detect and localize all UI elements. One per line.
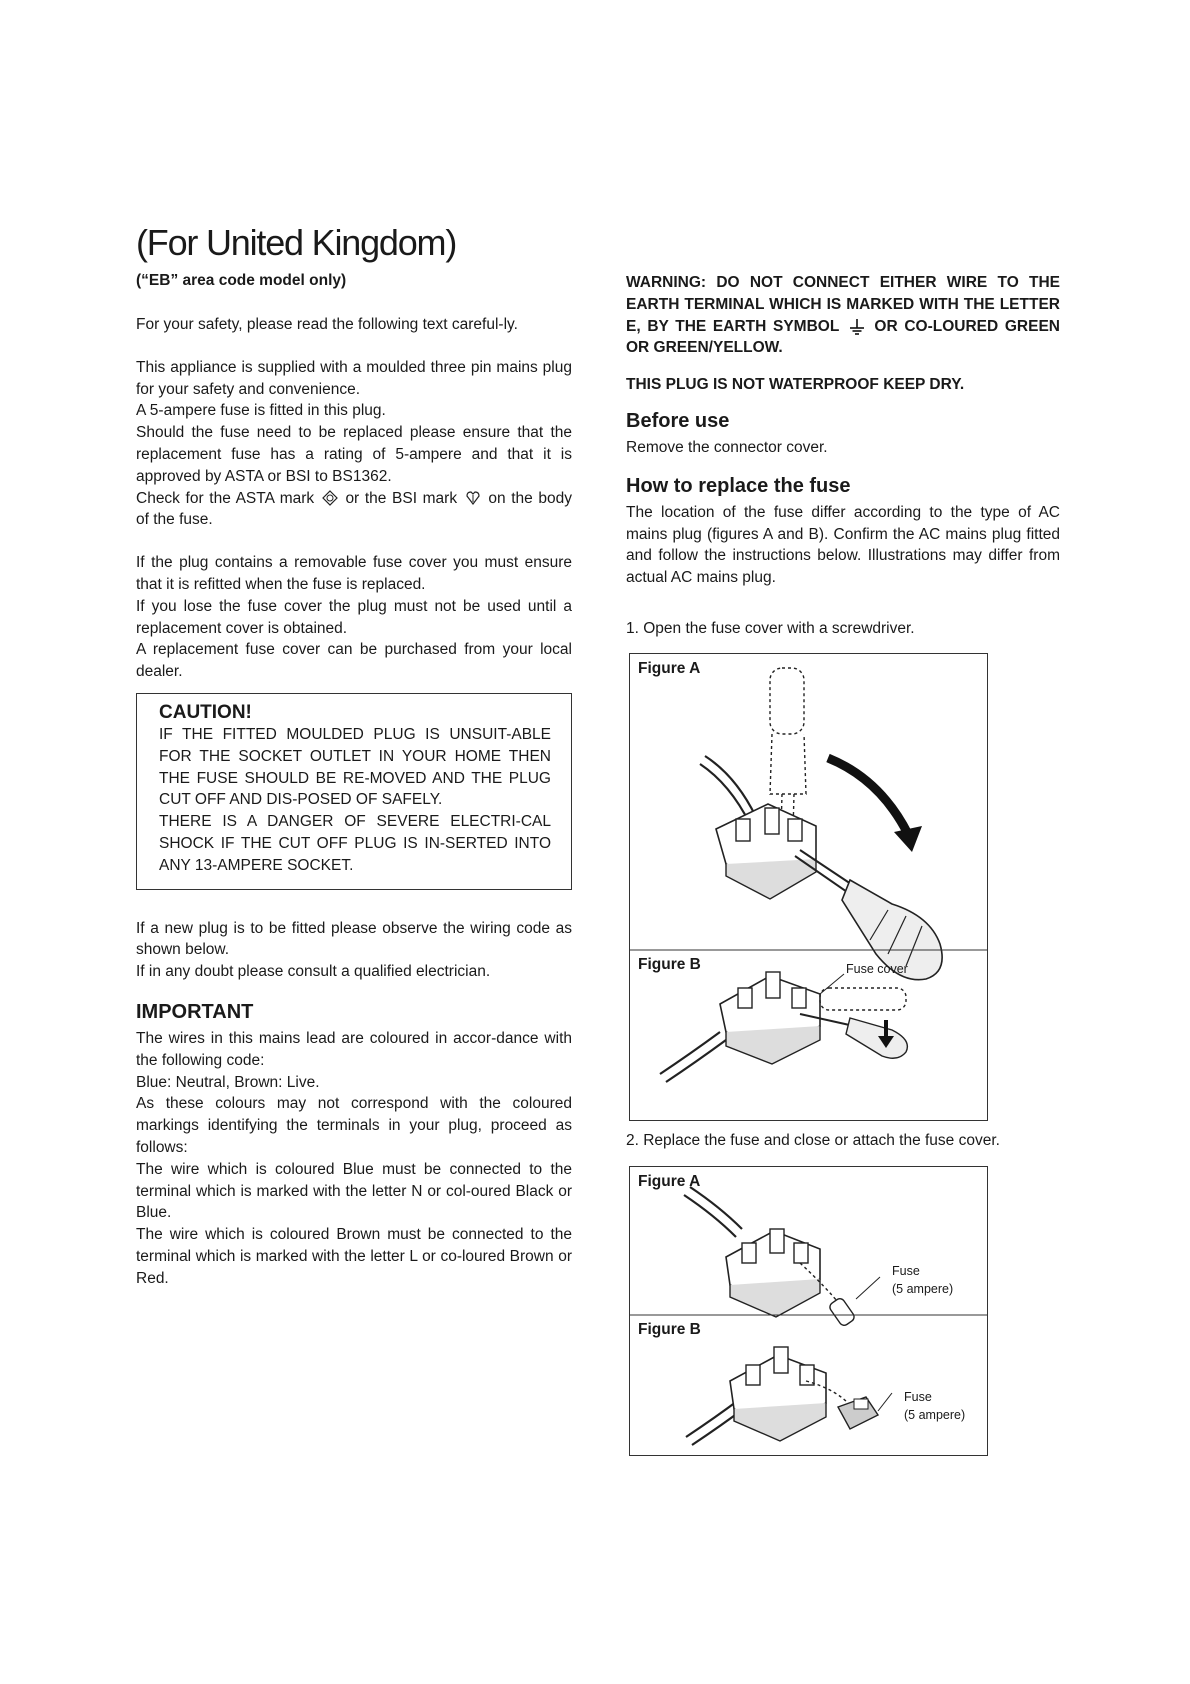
page-subtitle: (“EB” area code model only) [136, 272, 347, 289]
right-column [626, 272, 1060, 589]
para2-line3: A replacement fuse cover can be purchased from your local dealer. [136, 641, 572, 681]
fuse-label-b: Fuse [904, 1390, 932, 1404]
screwdriver-illustration-a [630, 654, 987, 1120]
para1-line1: This appliance is supplied with a moulded three pin mains plug for your safety and convenience. [136, 358, 572, 398]
para1-line2: A 5-ampere fuse is fitted in this plug. [136, 402, 386, 420]
important-heading: IMPORTANT [136, 1000, 254, 1023]
figure-1a-label: Figure A [638, 660, 701, 677]
check-text-1: Check for the ASTA mark [136, 489, 315, 507]
fuse-label-a: Fuse [892, 1264, 920, 1278]
important-line-4: The wire which is coloured Blue must be connected to the terminal which is marked with the letter N or col-oured Black or Blue. [136, 1160, 572, 1222]
figure-open-cover [629, 653, 988, 1121]
step-1: 1. Open the fuse cover with a screwdriver. [626, 620, 915, 637]
step-2: 2. Replace the fuse and close or attach the fuse cover. [626, 1132, 1000, 1149]
check-text-3: on the body of the fuse. [136, 489, 573, 529]
para2-line1: If the plug contains a removable fuse cover you must ensure that it is refitted when the fuse is replaced. [136, 554, 572, 593]
caution-heading: CAUTION! [159, 701, 252, 723]
figure-replace-fuse [629, 1166, 988, 1456]
waterproof-warning: THIS PLUG IS NOT WATERPROOF KEEP DRY. [626, 376, 965, 394]
para3-line2: If in any doubt please consult a qualified electrician. [136, 963, 491, 981]
important-line-2: Blue: Neutral, Brown: Live. [136, 1073, 320, 1091]
figure-2a-label: Figure A [638, 1173, 701, 1190]
important-line-5: The wire which is coloured Brown must be connected to the terminal which is marked with the letter L or co-loured Brown or Red. [136, 1226, 572, 1287]
figure-2b-label: Figure B [638, 1321, 701, 1338]
warning-text-1: WARNING: DO NOT CONNECT EITHER WIRE TO THE EARTH TERMINAL WHICH IS MARKED WITH THE LETTER E, BY THE EARTH SYMBOL [626, 274, 1060, 335]
bsi-kitemark-icon [465, 490, 481, 506]
para3-line1: If a new plug is to be fitted please observe the wiring code as shown below. [136, 919, 572, 959]
fuse-cover-label: Fuse cover [846, 962, 908, 976]
caution-text-1: IF THE FITTED MOULDED PLUG IS UNSUIT-ABLE FOR THE SOCKET OUTLET IN YOUR HOME THEN THE FUSE SHOULD BE RE-MOVED AND THE PLUG CUT OFF AND DIS-POSED OF SAFELY. [159, 725, 551, 809]
asta-mark-icon [322, 490, 338, 506]
check-marks-text [136, 488, 572, 532]
fuse-rating-b: (5 ampere) [904, 1408, 966, 1422]
left-column [136, 222, 572, 1289]
earth-warning [626, 272, 1060, 359]
check-text-2: or the BSI mark [345, 489, 458, 507]
fuse-rating-a: (5 ampere) [892, 1282, 954, 1296]
para1-line3: Should the fuse need to be replaced please ensure that the replacement fuse has a rating of 5-ampere and that it is approved by ASTA or BSI to BS1362. [136, 424, 572, 485]
safety-intro: For your safety, please read the following text careful-ly. [136, 316, 518, 333]
figure-1b-label: Figure B [638, 956, 701, 973]
replace-fuse-heading: How to replace the fuse [626, 474, 851, 497]
earth-symbol-icon [848, 318, 866, 336]
page-title: (For United Kingdom) [136, 222, 457, 263]
caution-box [136, 693, 572, 890]
important-line-3: As these colours may not correspond with the coloured markings identifying the terminals in your plug, proceed as follows: [136, 1095, 572, 1156]
para2-line2: If you lose the fuse cover the plug must not be used until a replacement cover is obtained. [136, 597, 572, 637]
before-use-text: Remove the connector cover. [626, 438, 828, 456]
caution-text-2: THERE IS A DANGER OF SEVERE ELECTRI-CAL SHOCK IF THE CUT OFF PLUG IS IN-SERTED INTO ANY 13-AMPERE SOCKET. [159, 813, 551, 874]
warning-text-2: OR CO-LOURED GREEN OR GREEN/YELLOW. [626, 317, 1060, 357]
replace-fuse-text: The location of the fuse differ according to the type of AC mains plug (figures A and B). Confirm the AC mains plug fitted and follow the instructions below. Illustrations may differ from actual AC mains plug. [626, 503, 1060, 587]
before-use-heading: Before use [626, 409, 730, 432]
important-line-1: The wires in this mains lead are coloured in accor-dance with the following code: [136, 1029, 572, 1069]
